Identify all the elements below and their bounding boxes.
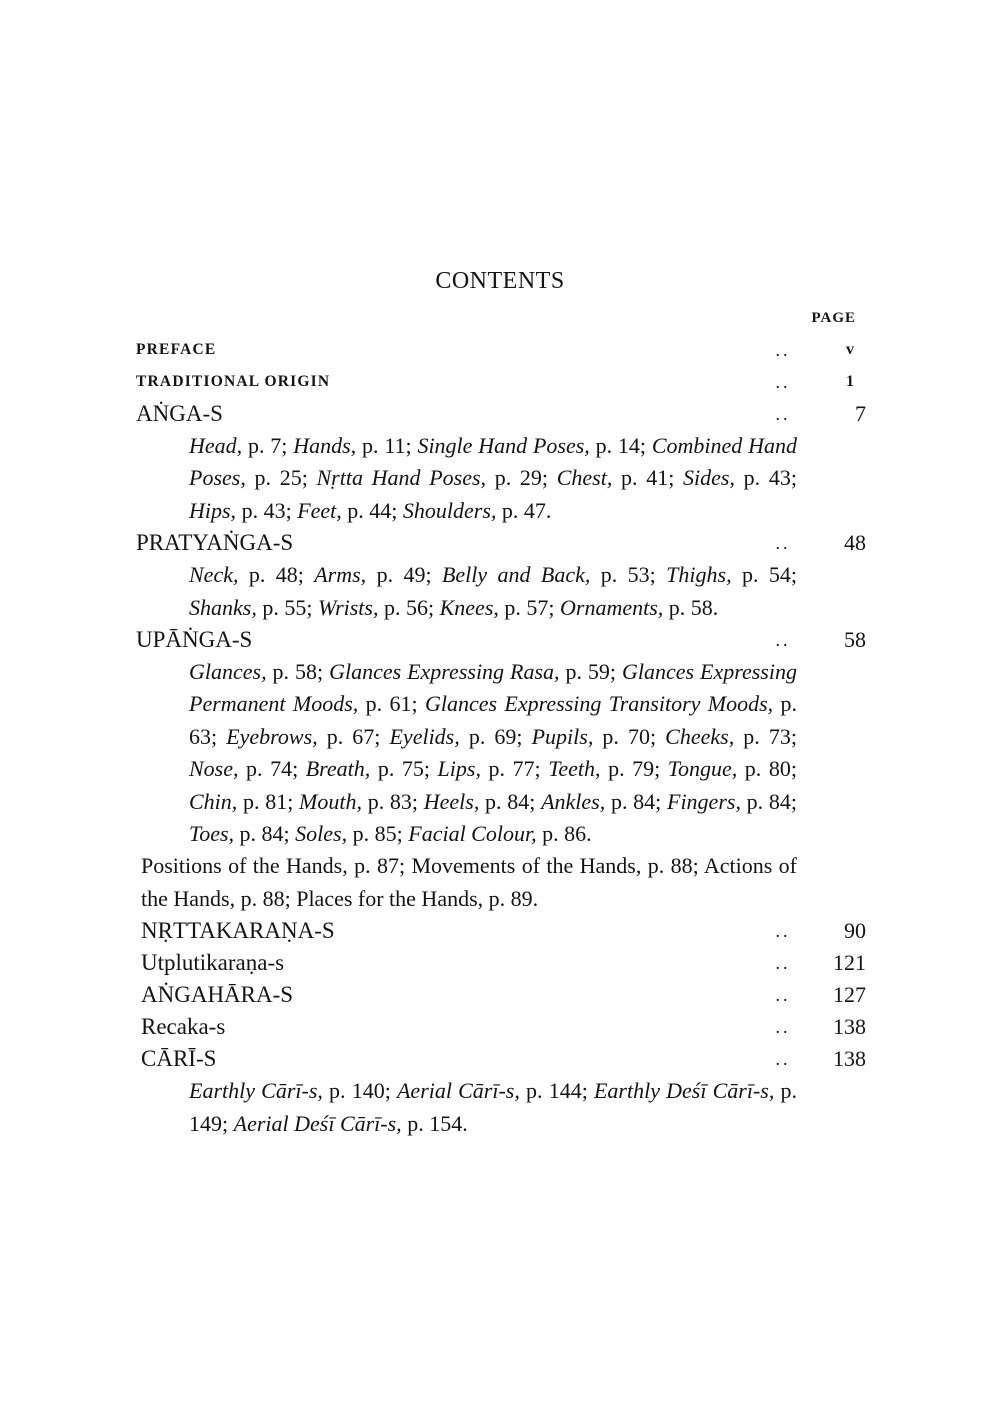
subentry-name: Shanks, [189,594,257,620]
toc-entry-angaharas[interactable] [0,979,1000,1011]
subentry-page-ref: p. 81; [237,788,300,814]
toc-entry-angas[interactable] [0,398,1000,430]
toc-page-number: 127 [833,982,866,1008]
page-column-label: PAGE [811,310,856,326]
subentry-name: Toes, [189,821,235,847]
subentry-page-ref: p. 14; [589,433,652,458]
subentry-name: Neck, [189,562,239,588]
toc-entry-label: UPĀṄGA-S [136,627,253,653]
toc-entry-label: Utplutikaraṇa-s [141,950,285,976]
subentry-page-ref: p. 25; [245,465,317,491]
toc-entry-preface[interactable] [0,334,1000,366]
subentry-page-ref: p. 53; [590,562,667,588]
toc-entry-pratyangas[interactable] [0,527,1000,559]
toc-leader: .. [775,340,791,360]
subentry-page-ref: p. 84; [605,788,667,814]
toc-page-number: 7 [855,401,866,426]
subentry-name: Fingers, [667,788,741,814]
toc-leader: .. [775,372,791,392]
subentry-page-ref: p. 79; [600,756,668,782]
subentry-page-ref: p. 86. [536,821,592,847]
toc-entry-label: Recaka-s [141,1014,226,1040]
subentry-name: Lips, [437,756,481,782]
subentry-page-ref: p. 84; [234,821,296,847]
subentry-page-ref: p. 84; [479,788,542,814]
subentry-name: Cheeks, [665,723,735,749]
subentry-page-ref: p. 54; [731,562,797,588]
subentry-page-ref: p. 41; [612,465,684,491]
toc-leader: .. [775,921,791,942]
subentry-name: Tongue, [667,756,738,782]
toc-page-number: 138 [833,1046,866,1072]
subentry-name: Nose, [189,756,239,782]
subentry-page-ref: p. 57; [498,594,560,620]
toc-page-number: 90 [844,918,866,944]
subentry-name: Knees, [439,594,499,620]
subentry-page-ref: p. 63; [189,691,798,749]
toc-page-number: 121 [833,950,866,976]
subentry-name: Sides, [683,465,735,491]
toc-entry-traditional-origin[interactable] [0,366,1000,398]
subentry-page-ref: p. 75; [370,756,438,782]
subentry-name: Eyelids, [389,723,460,749]
subentry-name: Single Hand Poses, [417,433,590,458]
subentry-page-ref: p. 43; [734,465,797,491]
toc-entry-label: CĀRĪ-S [141,1046,217,1072]
subentry-page-ref: p. 77; [480,756,549,782]
toc-leader: .. [775,1017,791,1038]
subentry-name: Arms, [314,562,367,588]
subentry-page-ref: p. 29; [486,465,557,491]
subentry-name: Pupils, [531,723,594,749]
subentry-page-ref: p. 55; [256,594,318,620]
toc-entry-caris[interactable] [0,1043,1000,1075]
subentry-name: Thighs, [666,562,732,588]
subentry-page-ref: p. 85; [347,821,409,847]
subentry-page-ref: p. 69; [459,723,532,749]
toc-entry-utplutikaranas[interactable] [0,947,1000,979]
subentry-page-ref: p. 43; [236,497,298,523]
subentry-name: Facial Colour, [408,821,537,847]
subentry-name: Combined Hand Poses, [189,433,798,491]
subentry-name: Ankles, [541,788,606,814]
subentry-page-ref: p. 67; [317,723,390,749]
subentry-page-ref: p. 58; [266,659,330,685]
toc-entry-upangas[interactable] [0,624,1000,656]
subentry-name: Aerial Cārī-s, [396,1078,520,1104]
toc-leader: .. [775,533,791,554]
subentry-page-ref: p. 70; [593,723,666,749]
cari-subentries [0,1075,797,1140]
subentry-name: Chin, [189,788,238,814]
subentry-name: Mouth, [299,788,362,814]
subentry-page-ref: p. 144; [519,1078,594,1104]
toc-entry-nrttakaranas[interactable] [0,915,1000,947]
toc-leader: .. [775,630,791,651]
subentry-name: Eyebrows, [226,723,318,749]
subentry-name: Shoulders, [402,497,497,523]
toc-entry-label: AṄGAHĀRA-S [141,982,294,1008]
subentry-page-ref: p. 7; [242,433,294,458]
subentry-page-ref: p. 73; [734,723,797,749]
table-of-contents [0,334,1000,1140]
subentry-name: Glances Expressing Rasa, [329,659,560,685]
subentry-name: Breath, [305,756,371,782]
subentry-page-ref: p. 154. [401,1110,468,1136]
subentry-name: Feet, [297,497,342,523]
subentry-page-ref: p. 74; [238,756,306,782]
hands-paragraph: Positions of the Hands, p. 87; Movements of the Hands, p. 88; Actions of the Hands, p. 88; Places for the Hands, p. 89. [141,853,797,911]
subentry-name: Hips, [189,497,237,523]
subentry-page-ref: p. 84; [740,788,797,814]
subentry-page-ref: p. 44; [341,497,403,523]
anga-subentries [0,430,797,527]
toc-entry-recakas[interactable] [0,1011,1000,1043]
subentry-name: Wrists, [317,594,379,620]
subentry-name: Belly and Back, [441,562,591,588]
subentry-page-ref: p. 11; [356,433,418,458]
subentry-name: Aerial Deśī Cārī-s, [233,1110,402,1136]
subentry-page-ref: p. 140; [322,1078,397,1104]
toc-leader: .. [775,985,791,1006]
toc-entry-label: AṄGA-S [136,401,223,426]
subentry-page-ref: p. 61; [358,691,425,717]
pratyanga-subentries [0,559,797,624]
toc-leader: .. [775,953,791,974]
subentry-name: Earthly Cārī-s, [189,1078,323,1104]
subentry-name: Ornaments, [560,594,664,620]
subentry-name: Glances, [189,659,267,685]
upanga-subentries [0,656,797,850]
toc-leader: .. [775,1049,791,1070]
toc-entry-label: TRADITIONAL ORIGIN [136,373,331,390]
subentry-page-ref: p. 58. [663,594,719,620]
subentry-name: Teeth, [548,756,601,782]
subentry-name: Head, [189,433,243,458]
toc-page-number: 48 [844,530,866,556]
subentry-name: Soles, [295,821,348,847]
toc-page-number: 1 [846,373,854,390]
toc-page-number: 138 [833,1014,866,1040]
subentry-page-ref: p. 47. [496,497,552,523]
page-title: CONTENTS [435,268,565,294]
subentry-name: Glances Expressing Permanent Moods, [189,659,797,717]
subentry-name: Chest, [556,465,613,491]
toc-leader: .. [775,404,791,424]
subentry-page-ref: p. 49; [366,562,442,588]
subentry-name: Earthly Deśī Cārī-s, [593,1078,775,1104]
subentry-name: Heels, [423,788,480,814]
subentry-page-ref: p. 48; [238,562,315,588]
subentry-name: Hands, [293,433,357,458]
subentry-page-ref: p. 59; [559,659,622,685]
subentry-page-ref: p. 80; [737,756,797,782]
toc-page-number: 58 [844,627,866,653]
toc-page-number: v [846,341,854,358]
toc-entry-label: PRATYAṄGA-S [136,530,294,556]
subentry-name: Nṛtta Hand Poses, [316,465,487,491]
subentry-page-ref: p. 83; [362,788,424,814]
subentry-page-ref: p. 149; [189,1078,797,1136]
toc-entry-label: NṚTTAKARAṆA-S [141,918,335,944]
subentry-page-ref: p. 56; [378,594,440,620]
subentry-name: Glances Expressing Transitory Moods, [424,691,774,717]
toc-entry-label: PREFACE [136,341,217,358]
